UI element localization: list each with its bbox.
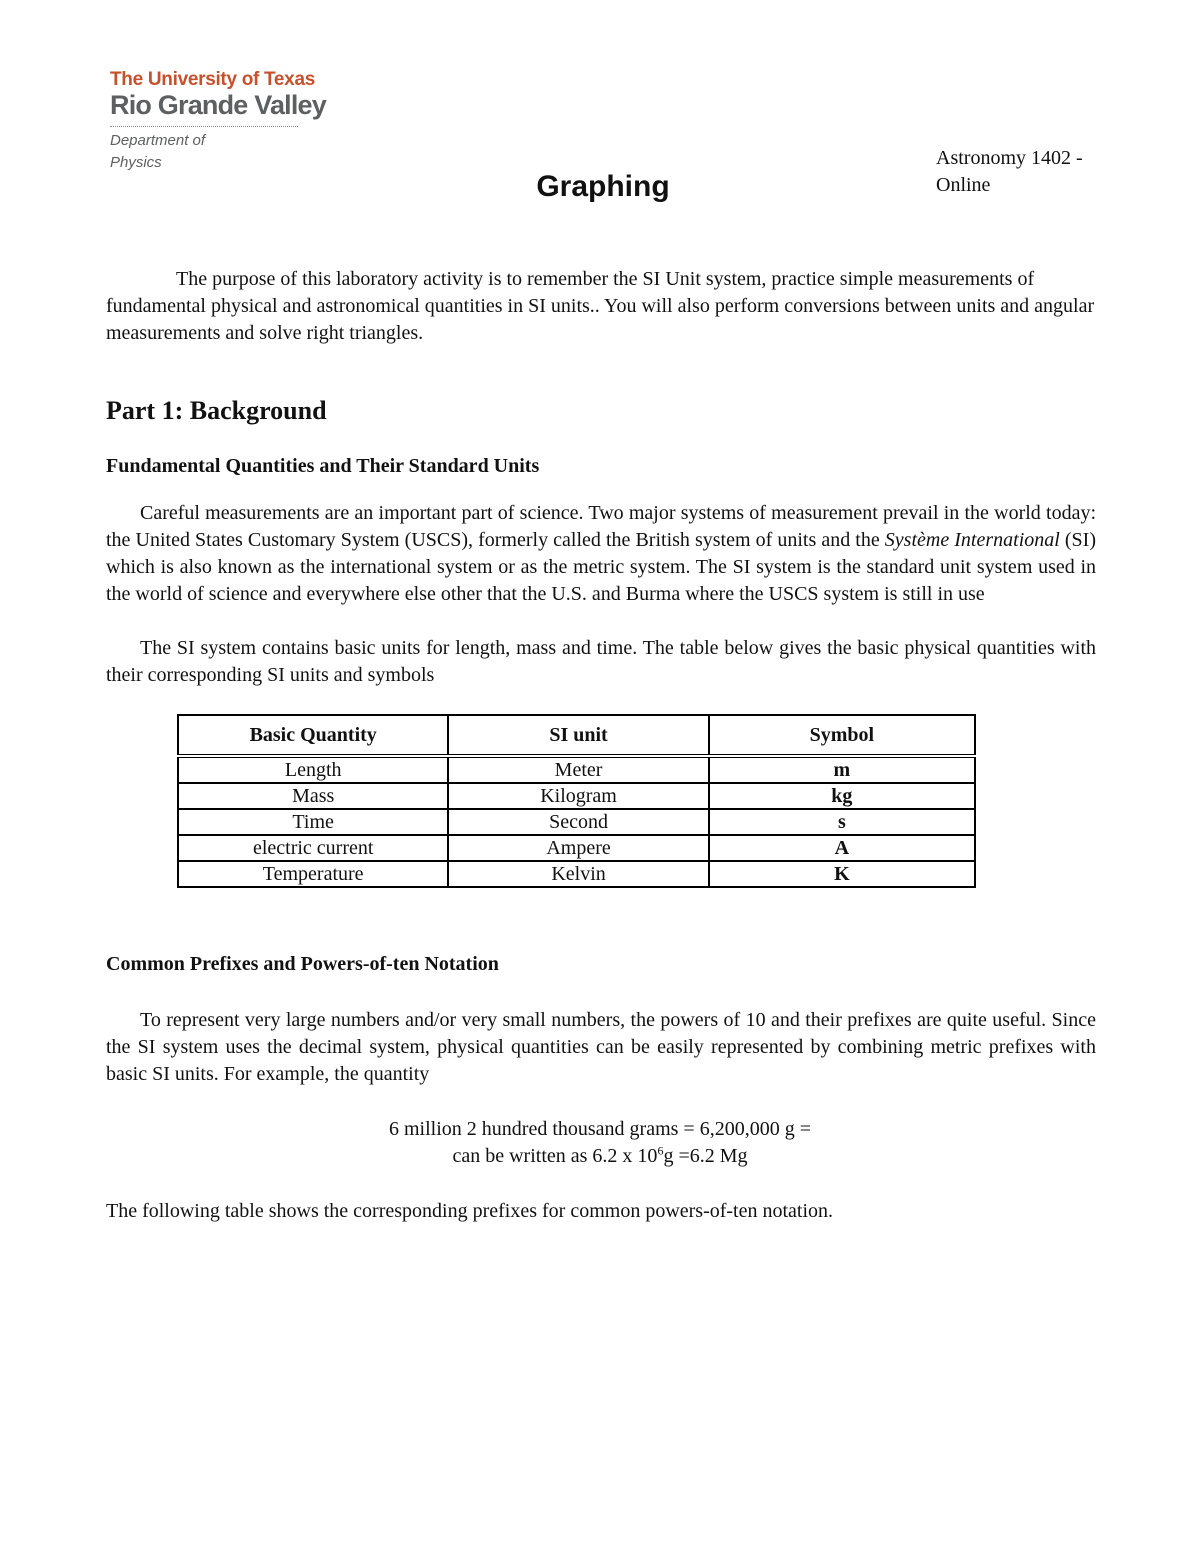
table-cell-unit: Meter xyxy=(448,756,708,783)
paragraph-measurement-systems xyxy=(106,500,1096,608)
table-cell-symbol: K xyxy=(709,861,975,887)
example-line-2 xyxy=(0,1143,1200,1170)
logo-divider xyxy=(110,126,298,127)
table-row xyxy=(178,756,975,783)
course-label-line2: Online xyxy=(936,174,991,196)
intro-text: The purpose of this laboratory activity is to remember the SI Unit system, practice simple measurements of fundamental physical and astronomical quantities in SI units.. You will also perform conversions between units and angular measurements and solve right triangles. xyxy=(106,268,1095,344)
table-cell-symbol: A xyxy=(709,835,975,861)
table-cell-quantity: Length xyxy=(178,756,448,783)
p2-text: The SI system contains basic units for length, mass and time. The table below gives the basic physical quantities with their corresponding SI units and symbols xyxy=(106,637,1096,686)
table-cell-unit: Kelvin xyxy=(448,861,708,887)
si-units-table xyxy=(177,714,976,888)
logo-university-name: The University of Texas xyxy=(110,69,315,90)
table-cell-unit: Second xyxy=(448,809,708,835)
table-header-cell: Basic Quantity xyxy=(178,715,448,756)
table-cell-symbol: m xyxy=(709,756,975,783)
section-heading-prefixes: Common Prefixes and Powers-of-ten Notation xyxy=(106,953,499,975)
p1-text-italic: Système International xyxy=(884,529,1060,551)
university-logo xyxy=(110,70,326,171)
table-cell-quantity: Mass xyxy=(178,783,448,809)
logo-campus-name: Rio Grande Valley xyxy=(110,90,326,120)
p3-text: To represent very large numbers and/or very small numbers, the powers of 10 and their prefixes are quite useful. Since the SI system uses the decimal system, physical quantities can be easily represented by combining metric prefixes with basic SI units. For example, the quantity xyxy=(106,1009,1096,1085)
page-title-wrapper xyxy=(0,170,1200,204)
table-header-cell: Symbol xyxy=(709,715,975,756)
example-line-2-b: g =6.2 Mg xyxy=(663,1145,748,1167)
table-cell-quantity: electric current xyxy=(178,835,448,861)
paragraph-powers-of-ten xyxy=(106,1007,1096,1088)
table-cell-unit: Ampere xyxy=(448,835,708,861)
table-row xyxy=(178,861,975,887)
table-cell-quantity: Time xyxy=(178,809,448,835)
table-cell-quantity: Temperature xyxy=(178,861,448,887)
intro-paragraph xyxy=(106,266,1096,347)
table-row xyxy=(178,809,975,835)
table-row xyxy=(178,835,975,861)
logo-department-line2: Physics xyxy=(110,154,162,171)
part1-heading: Part 1: Background xyxy=(106,396,327,425)
table-cell-unit: Kilogram xyxy=(448,783,708,809)
table-header-cell: SI unit xyxy=(448,715,708,756)
table-header-row xyxy=(178,715,975,756)
example-exponent: 6 xyxy=(657,1143,664,1158)
p1-text-a: Careful measurements are an important part of science. Two major systems of measurement prevail in the world today: the United States Customary System (USCS), formerly called the British system of units and the xyxy=(106,502,1096,551)
table-cell-symbol: kg xyxy=(709,783,975,809)
course-label-line1: Astronomy 1402 - xyxy=(936,147,1083,169)
paragraph-following-table: The following table shows the corresponding prefixes for common powers-of-ten notation. xyxy=(106,1200,834,1222)
p1-text-b: (SI) which is also known as the international system or as the metric system. The SI system is the standard unit system used in the world of science and everywhere else other that the U.S. and Burma where the USCS system is still in use xyxy=(106,529,1097,605)
table-row xyxy=(178,783,975,809)
table-cell-symbol: s xyxy=(709,809,975,835)
page-title: Graphing xyxy=(536,170,670,203)
example-line-1: 6 million 2 hundred thousand grams = 6,200,000 g = xyxy=(389,1118,811,1140)
paragraph-si-basic-units xyxy=(106,635,1096,689)
logo-department-line1: Department of xyxy=(110,132,206,149)
example-line-2-a: can be written as 6.2 x 10 xyxy=(452,1145,658,1167)
section-heading-fundamental-quantities: Fundamental Quantities and Their Standard Units xyxy=(106,455,540,477)
